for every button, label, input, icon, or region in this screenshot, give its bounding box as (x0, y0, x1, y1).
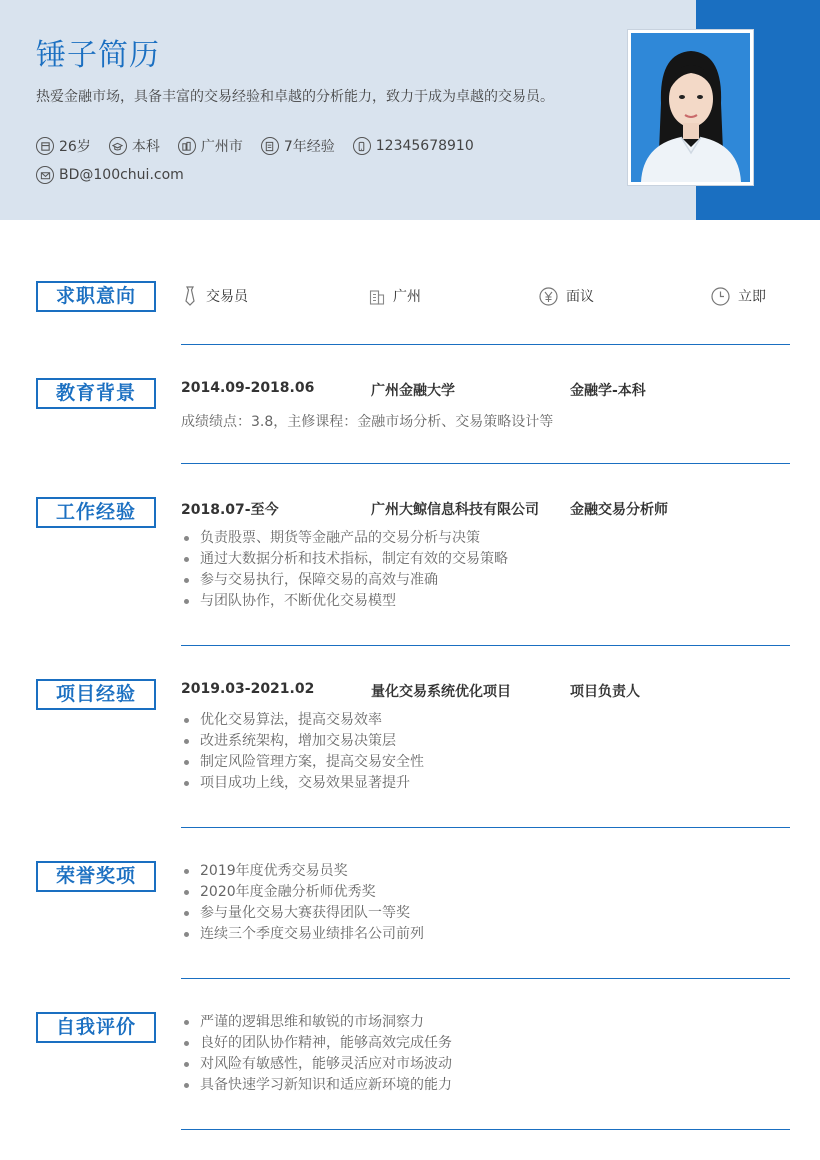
degree-text: 本科 (131, 139, 160, 155)
phone-text: 12345678910 (375, 138, 474, 154)
list-item: 2019年度优秀交易员奖 (181, 861, 424, 882)
section-title-intent: 求职意向 (36, 281, 156, 312)
contact-info-row (36, 166, 202, 184)
degree-icon (109, 137, 127, 155)
city-text: 广州市 (200, 139, 243, 155)
email-text: BD@100chui.com (59, 167, 184, 183)
basic-info-row (36, 136, 492, 156)
section-divider (181, 463, 790, 464)
list-item: 具备快速学习新知识和适应新环境的能力 (181, 1075, 452, 1096)
intent-position (182, 286, 248, 306)
list-item: 对风险有敏感性，能够灵活应对市场波动 (181, 1054, 452, 1075)
education-major: 金融学-本科 (570, 383, 646, 399)
tie-icon (182, 286, 198, 306)
section-title-work: 工作经验 (36, 497, 156, 528)
honors-list (181, 861, 424, 945)
experience-icon (261, 137, 279, 155)
list-item: 优化交易算法，提高交易效率 (181, 710, 424, 731)
work-period: 2018.07-至今 (181, 502, 279, 518)
education-detail: 成绩绩点：3.8，主修课程：金融市场分析、交易策略设计等 (181, 414, 554, 430)
list-item: 负责股票、期货等金融产品的交易分析与决策 (181, 528, 508, 549)
info-email (36, 166, 184, 184)
email-icon (36, 166, 54, 184)
resume-name: 锤子简历 (36, 38, 160, 73)
intent-salary (539, 286, 594, 306)
profile-photo (627, 29, 754, 186)
age-icon (36, 137, 54, 155)
section-divider (181, 1129, 790, 1130)
info-age (36, 136, 91, 156)
city-icon (178, 137, 196, 155)
intent-availability (711, 286, 766, 306)
list-item: 2020年度金融分析师优秀奖 (181, 882, 424, 903)
project-name: 量化交易系统优化项目 (371, 684, 511, 700)
work-duties-list (181, 528, 508, 612)
intent-location (369, 286, 421, 306)
info-experience (261, 136, 335, 156)
self-evaluation-list (181, 1012, 452, 1096)
clock-icon (711, 287, 730, 306)
info-degree (109, 136, 160, 156)
list-item: 改进系统架构，增加交易决策层 (181, 731, 424, 752)
experience-text: 7年经验 (283, 139, 335, 155)
yen-icon (539, 287, 558, 306)
info-phone (353, 137, 474, 155)
project-role: 项目负责人 (570, 684, 640, 700)
section-divider (181, 978, 790, 979)
intent-availability-text: 立即 (738, 289, 766, 305)
list-item: 严谨的逻辑思维和敏锐的市场洞察力 (181, 1012, 452, 1033)
work-role: 金融交易分析师 (570, 502, 668, 518)
project-period: 2019.03-2021.02 (181, 681, 315, 697)
intent-location-text: 广州 (393, 289, 421, 305)
list-item: 制定风险管理方案，提高交易安全性 (181, 752, 424, 773)
age-text: 26岁 (59, 139, 91, 155)
project-items-list (181, 710, 424, 794)
building-icon (369, 287, 385, 305)
list-item: 通过大数据分析和技术指标，制定有效的交易策略 (181, 549, 508, 570)
list-item: 与团队协作，不断优化交易模型 (181, 591, 508, 612)
list-item: 参与量化交易大赛获得团队一等奖 (181, 903, 424, 924)
section-title-education: 教育背景 (36, 378, 156, 409)
intent-salary-text: 面议 (566, 289, 594, 305)
list-item: 良好的团队协作精神，能够高效完成任务 (181, 1033, 452, 1054)
list-item: 项目成功上线，交易效果显著提升 (181, 773, 424, 794)
section-title-self: 自我评价 (36, 1012, 156, 1043)
education-period: 2014.09-2018.06 (181, 380, 315, 396)
phone-icon (353, 137, 371, 155)
work-company: 广州大鲸信息科技有限公司 (371, 502, 539, 518)
section-title-project: 项目经验 (36, 679, 156, 710)
list-item: 参与交易执行，保障交易的高效与准确 (181, 570, 508, 591)
section-divider (181, 344, 790, 345)
resume-summary: 热爱金融市场，具备丰富的交易经验和卓越的分析能力，致力于成为卓越的交易员。 (36, 89, 554, 105)
list-item: 连续三个季度交易业绩排名公司前列 (181, 924, 424, 945)
section-divider (181, 827, 790, 828)
intent-position-text: 交易员 (206, 289, 248, 305)
section-title-honors: 荣誉奖项 (36, 861, 156, 892)
section-divider (181, 645, 790, 646)
education-school: 广州金融大学 (371, 383, 455, 399)
info-city (178, 136, 243, 156)
